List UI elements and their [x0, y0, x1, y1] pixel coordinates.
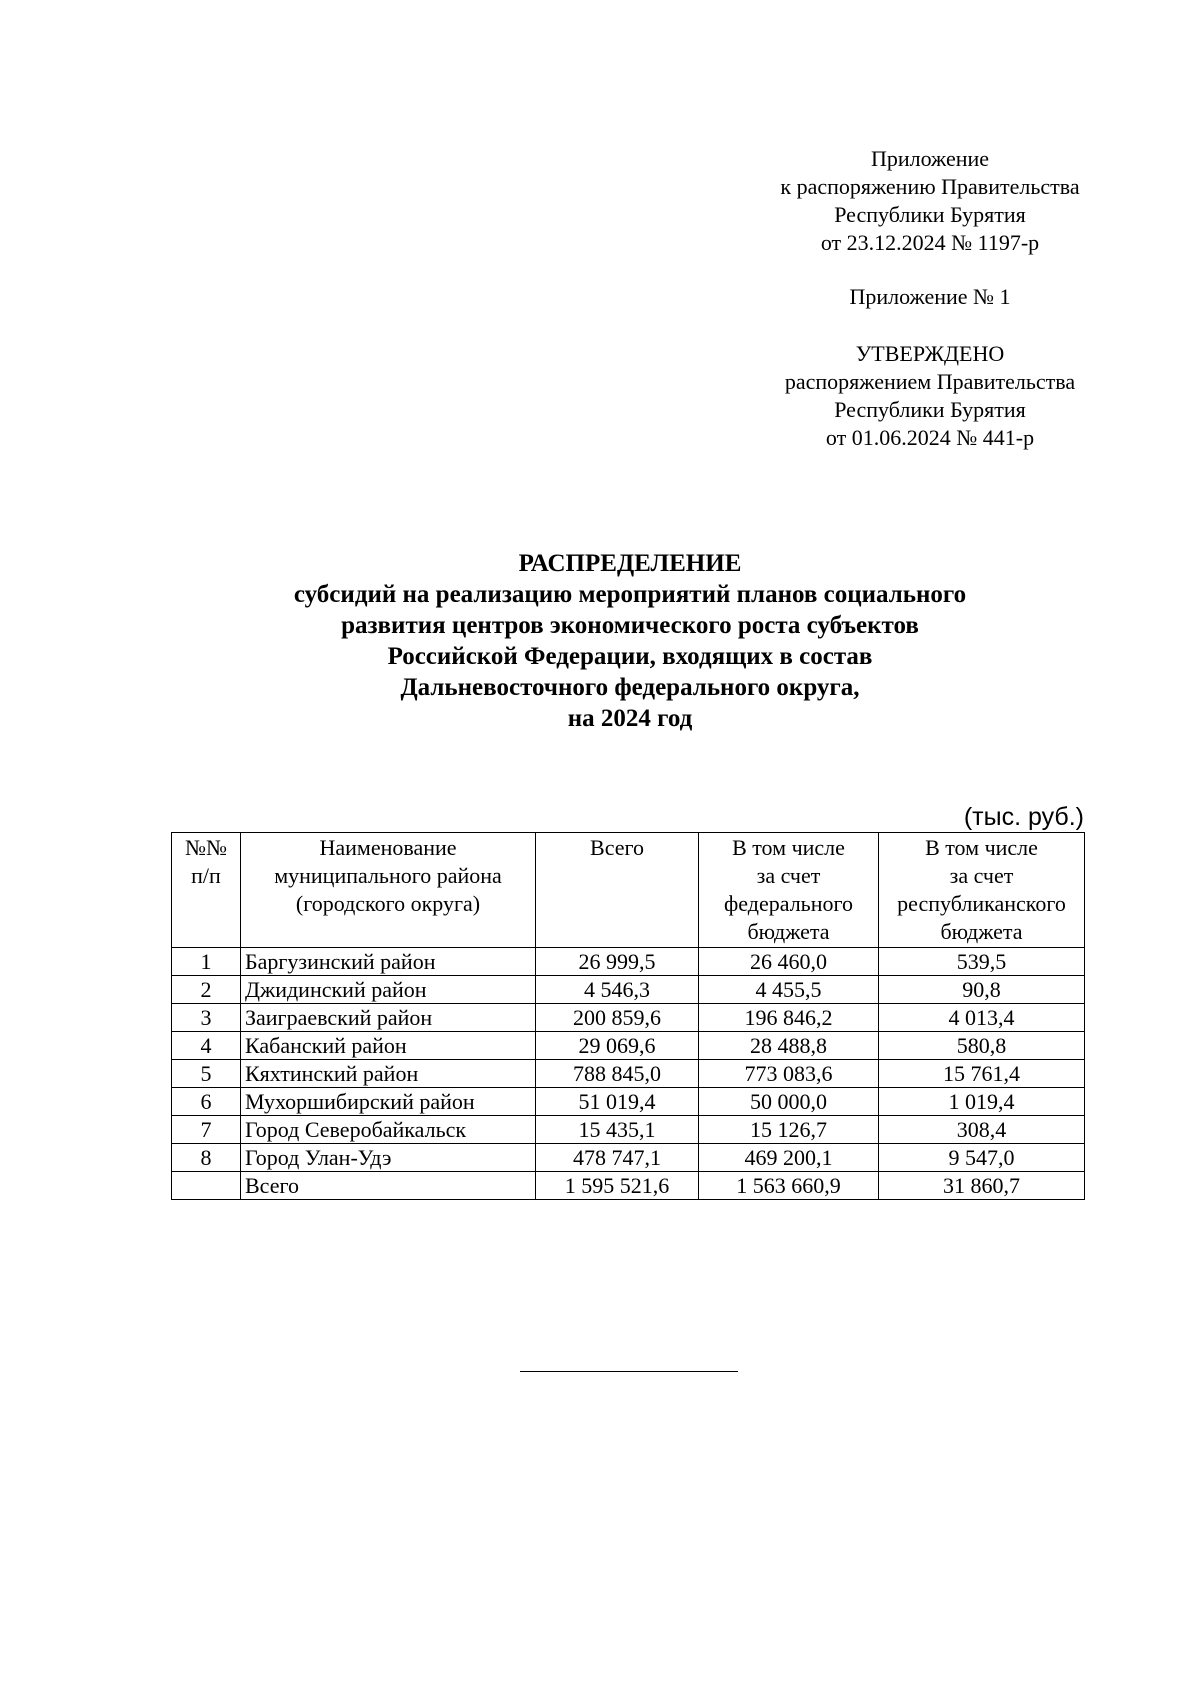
approved-line: распоряжением Правительства: [784, 369, 1076, 394]
row-republic: 9 547,0: [879, 1144, 1085, 1172]
row-number: 1: [172, 948, 241, 976]
approved-line: УТВЕРЖДЕНО: [855, 341, 1005, 366]
approved-line: Республики Бурятия: [834, 397, 1026, 422]
appendix-number-block: [740, 283, 1120, 311]
table-row: [172, 1004, 1085, 1032]
row-name: Город Северобайкальск: [241, 1116, 536, 1144]
appendix-line: от 23.12.2024 № 1197-р: [820, 230, 1040, 255]
title-line: на 2024 год: [567, 705, 693, 732]
row-federal: 15 126,7: [699, 1116, 879, 1144]
table-row: [172, 976, 1085, 1004]
title-line: субсидий на реализацию мероприятий планов социального: [293, 581, 967, 608]
row-republic: 308,4: [879, 1116, 1085, 1144]
row-total: 26 999,5: [536, 948, 699, 976]
row-federal: 4 455,5: [699, 976, 879, 1004]
title-line: развития центров экономического роста субъектов: [341, 612, 919, 639]
appendix-number: Приложение № 1: [849, 284, 1011, 309]
row-federal: 773 083,6: [699, 1060, 879, 1088]
total-row-name: Всего: [241, 1172, 536, 1200]
row-total: 200 859,6: [536, 1004, 699, 1032]
row-number: 5: [172, 1060, 241, 1088]
header-republic: В том числе за счет республиканского бюджета: [879, 833, 1085, 948]
row-total: 478 747,1: [536, 1144, 699, 1172]
appendix-line: к распоряжению Правительства: [780, 174, 1080, 199]
row-name: Джидинский район: [241, 976, 536, 1004]
row-federal: 196 846,2: [699, 1004, 879, 1032]
row-republic: 1 019,4: [879, 1088, 1085, 1116]
row-republic: 4 013,4: [879, 1004, 1085, 1032]
table-row: [172, 1032, 1085, 1060]
row-name: Кяхтинский район: [241, 1060, 536, 1088]
title-line: Дальневосточного федерального округа,: [400, 674, 860, 701]
row-number: 3: [172, 1004, 241, 1032]
table-header-row: [172, 833, 1085, 948]
table-row: [172, 948, 1085, 976]
row-name: Баргузинский район: [241, 948, 536, 976]
row-total: 15 435,1: [536, 1116, 699, 1144]
appendix-line: Республики Бурятия: [834, 202, 1026, 227]
row-federal: 26 460,0: [699, 948, 879, 976]
row-total: 51 019,4: [536, 1088, 699, 1116]
row-name: Заиграевский район: [241, 1004, 536, 1032]
row-number: 6: [172, 1088, 241, 1116]
document-title: [160, 548, 1100, 734]
table-row: [172, 1060, 1085, 1088]
row-number: 8: [172, 1144, 241, 1172]
row-republic: 90,8: [879, 976, 1085, 1004]
row-number: 7: [172, 1116, 241, 1144]
total-row-federal: 1 563 660,9: [699, 1172, 879, 1200]
approved-header: [740, 340, 1120, 452]
row-number: 4: [172, 1032, 241, 1060]
row-number: 2: [172, 976, 241, 1004]
distribution-table: [171, 832, 1085, 1200]
row-total: 29 069,6: [536, 1032, 699, 1060]
row-total: 4 546,3: [536, 976, 699, 1004]
header-name: Наименование муниципального района (городского округа): [241, 833, 536, 948]
row-name: Мухоршибирский район: [241, 1088, 536, 1116]
row-federal: 469 200,1: [699, 1144, 879, 1172]
row-federal: 28 488,8: [699, 1032, 879, 1060]
header-number: №№ п/п: [172, 833, 241, 948]
table-total-row: [172, 1172, 1085, 1200]
row-name: Город Улан-Удэ: [241, 1144, 536, 1172]
title-line: РАСПРЕДЕЛЕНИЕ: [518, 550, 742, 577]
title-line: Российской Федерации, входящих в состав: [387, 643, 873, 670]
total-row-total: 1 595 521,6: [536, 1172, 699, 1200]
row-federal: 50 000,0: [699, 1088, 879, 1116]
row-republic: 15 761,4: [879, 1060, 1085, 1088]
table-row: [172, 1144, 1085, 1172]
total-row-republic: 31 860,7: [879, 1172, 1085, 1200]
row-republic: 539,5: [879, 948, 1085, 976]
appendix-line: Приложение: [870, 146, 990, 171]
total-row-number: [172, 1172, 241, 1200]
row-total: 788 845,0: [536, 1060, 699, 1088]
header-total: Всего: [536, 833, 699, 948]
table-row: [172, 1088, 1085, 1116]
footer-divider: [520, 1371, 738, 1372]
row-name: Кабанский район: [241, 1032, 536, 1060]
header-federal: В том числе за счет федерального бюджета: [699, 833, 879, 948]
row-republic: 580,8: [879, 1032, 1085, 1060]
units-label: (тыс. руб.): [963, 803, 1084, 831]
appendix-header: [740, 145, 1120, 257]
approved-line: от 01.06.2024 № 441-р: [825, 425, 1035, 450]
table-row: [172, 1116, 1085, 1144]
